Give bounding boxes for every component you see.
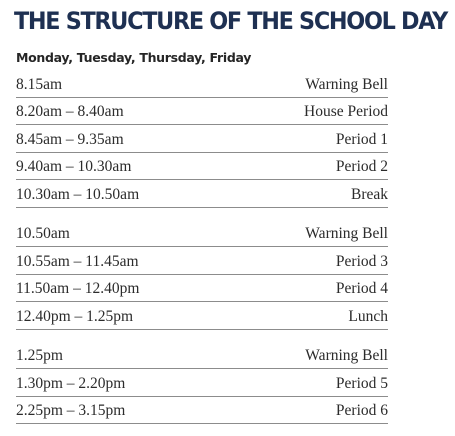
row-time: 9.40am – 10.30am: [16, 158, 132, 175]
schedule-row: [16, 98, 388, 126]
row-time: 2.25pm – 3.15pm: [16, 402, 126, 419]
row-time: 11.50am – 12.40pm: [16, 280, 140, 297]
row-time: 12.40pm – 1.25pm: [16, 307, 134, 325]
row-event: Warning Bell: [305, 75, 388, 93]
page-title: THE STRUCTURE OF THE SCHOOL DAY: [14, 7, 447, 35]
row-time: 1.25pm: [16, 347, 63, 364]
row-time: 8.20am – 8.40am: [16, 103, 124, 120]
schedule-row: [16, 180, 388, 208]
row-time: 10.50am: [16, 225, 70, 242]
days-subtitle: Monday, Tuesday, Thursday, Friday: [16, 50, 252, 65]
schedule-row: [16, 369, 388, 397]
row-time: 8.15am: [16, 75, 63, 93]
schedule-row: [16, 302, 388, 330]
schedule-row: [16, 342, 388, 370]
row-event: Period 5: [335, 374, 388, 392]
row-event: Break: [350, 185, 388, 203]
row-event: Warning Bell: [305, 225, 388, 242]
row-time: 10.55am – 11.45am: [16, 252, 139, 270]
schedule-row: [16, 125, 388, 153]
row-event: Period 1: [335, 130, 388, 148]
row-time: 1.30pm – 2.20pm: [16, 374, 126, 392]
schedule-row: [16, 247, 388, 275]
row-event: Lunch: [348, 307, 388, 325]
row-event: Period 3: [335, 252, 388, 270]
row-event: House Period: [304, 103, 388, 120]
schedule-row: [16, 153, 388, 181]
schedule-table: [16, 70, 388, 424]
schedule-row: [16, 275, 388, 303]
row-event: Warning Bell: [305, 347, 388, 364]
row-event: Period 6: [335, 402, 388, 419]
schedule-row: [16, 70, 388, 98]
row-event: Period 2: [335, 158, 388, 175]
schedule-row: [16, 220, 388, 248]
schedule-row: [16, 397, 388, 425]
row-time: 8.45am – 9.35am: [16, 130, 124, 148]
row-time: 10.30am – 10.50am: [16, 185, 140, 203]
row-event: Period 4: [335, 280, 388, 297]
